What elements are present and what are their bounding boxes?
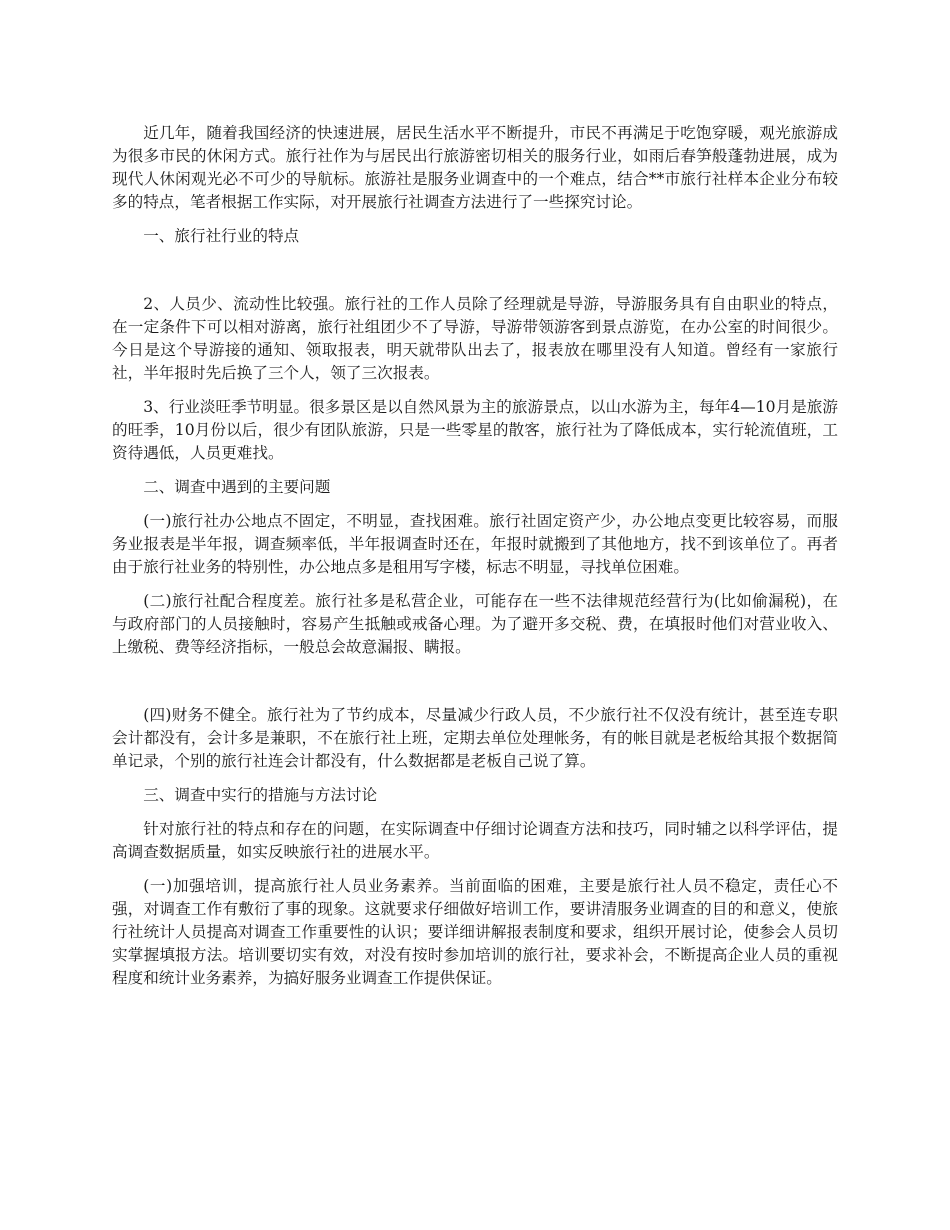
paragraph-problem-1: (一)旅行社办公地点不固定，不明显，查找困难。旅行社固定资产少，办公地点变更比较容易，而服务业报表是半年报，调查频率低，半年报调查时还在，年报时就搬到了其他地方，找不到该单位了。再者由于旅行社业务的特别性，办公地点多是租用写字楼，标志不明显，寻找单位困难。 xyxy=(112,512,838,576)
paragraph-measure-1: (一)加强培训，提高旅行社人员业务素养。当前面临的困难，主要是旅行社人员不稳定，责任心不强，对调查工作有敷衍了事的现象。这就要求仔细做好培训工作，要讲清服务业调查的目的和意义，使旅行社统计人员提高对调查工作重要性的认识；要详细讲解报表制度和要求，组织开展讨论，使参会人员切实掌握填报方法。培训要切实有效，对没有按时参加培训的旅行社，要求补会，不断提高企业人员的重视程度和统计业务素养，为搞好服务业调查工作提供保证。 xyxy=(112,877,838,987)
blank-gap xyxy=(112,259,838,293)
paragraph-measures-intro: 针对旅行社的特点和存在的问题，在实际调查中仔细讨论调查方法和技巧，同时辅之以科学评估，提高调查数据质量，如实反映旅行社的进展水平。 xyxy=(112,820,838,861)
intro-paragraph: 近几年，随着我国经济的快速进展，居民生活水平不断提升，市民不再满足于吃饱穿暖，观光旅游成为很多市民的休闲方式。旅行社作为与居民出行旅游密切相关的服务行业，如雨后春笋般蓬勃进展，成为现代人休闲观光必不可少的导航标。旅游社是服务业调查中的一个难点，结合**市旅行社样本企业分布较多的特点，笔者根据工作实际，对开展旅行社调查方法进行了一些探究讨论。 xyxy=(112,124,838,211)
paragraph-problem-4: (四)财务不健全。旅行社为了节约成本，尽量减少行政人员，不少旅行社不仅没有统计，甚至连专职会计都没有，会计多是兼职，不在旅行社上班，定期去单位处理帐务，有的帐目就是老板给其报个数据简单记录，个别的旅行社连会计都没有，什么数据都是老板自己说了算。 xyxy=(112,706,838,770)
paragraph-problem-2: (二)旅行社配合程度差。旅行社多是私营企业，可能存在一些不法律规范经营行为(比如偷漏税)，在与政府部门的人员接触时，容易产生抵触或戒备心理。为了避开多交税、费，在填报时他们对营业收入、上缴税、费等经济指标，一般总会故意漏报、瞒报。 xyxy=(112,592,838,656)
paragraph-item-3: 3、行业淡旺季节明显。很多景区是以自然风景为主的旅游景点，以山水游为主，每年4—10月是旅游的旺季，10月份以后，很少有团队旅游，只是一些零星的散客，旅行社为了降低成本，实行轮流值班，工资待遇低，人员更难找。 xyxy=(112,398,838,462)
paragraph-item-2: 2、人员少、流动性比较强。旅行社的工作人员除了经理就是导游，导游服务具有自由职业的特点，在一定条件下可以相对游离，旅行社组团少不了导游，导游带领游客到景点游览，在办公室的时间很少。今日是这个导游接的通知、领取报表，明天就带队出去了，报表放在哪里没有人知道。曾经有一家旅行社，半年报时先后换了三个人，领了三次报表。 xyxy=(112,295,838,382)
document-page xyxy=(112,122,838,1001)
section-heading-3: 三、调查中实行的措施与方法讨论 xyxy=(143,786,378,804)
section-heading-1: 一、旅行社行业的特点 xyxy=(143,227,300,245)
blank-gap xyxy=(112,670,838,704)
section-heading-2: 二、调查中遇到的主要问题 xyxy=(143,478,331,496)
